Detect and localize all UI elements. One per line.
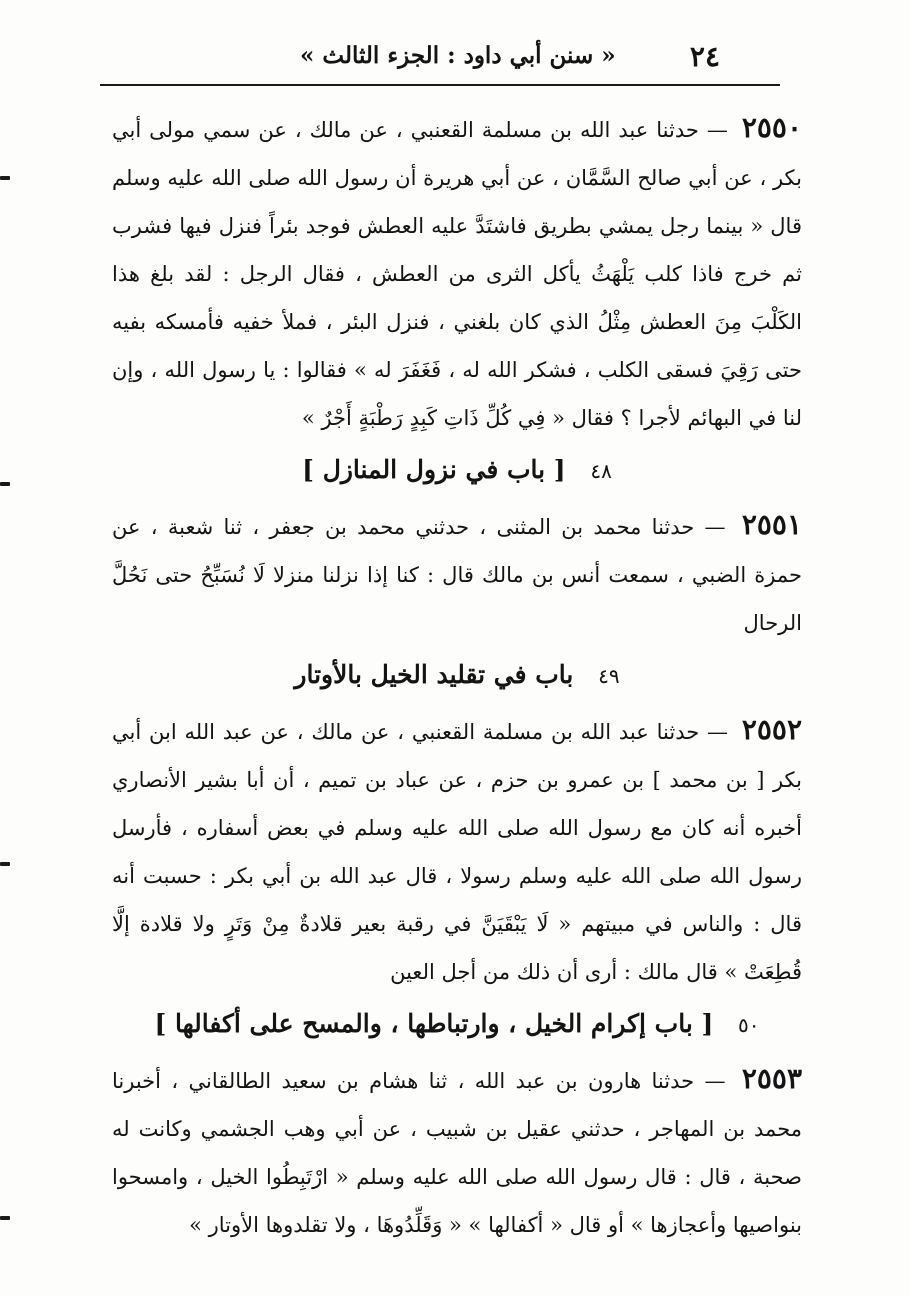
- running-title: « سنن أبي داود : الجزء الثالث »: [300, 42, 616, 69]
- header-rule: [100, 84, 780, 86]
- chapter-heading-49: [112, 649, 802, 702]
- hadith-number: ٢٥٥٠: [741, 111, 802, 144]
- margin-mark: [0, 862, 10, 866]
- page-number: ٢٤: [689, 40, 720, 73]
- chapter-title: [ باب في نزول المنازل ]: [302, 455, 566, 484]
- page-body: [112, 104, 802, 1249]
- hadith-text: — حدثنا عبد الله بن مسلمة القعنبي ، عن مالك ، عن سمي مولى أبي بكر ، عن أبي صالح السَّمَّان ، عن أبي هريرة أن رسول الله صلى الله عليه وسلم قال « بينما رجل يمشي بطريق فاشتَدَّ عليه العطش فوجد بئراً فنزل فيها فشرب ثم خرج فاذا كلب يَلْهَثُ يأكل الثرى من العطش ، فقال الرجل : لقد بلغ هذا الكَلْبَ مِنَ العطش مِثْلُ الذي كان بلغني ، فنزل البئر ، فملأ خفيه فأمسكه بفيه حتى رَقِيَ فسقى الكلب ، فشكر الله له ، فَغَفَرَ له » فقالوا : يا رسول الله ، وإن لنا في البهائم لأجرا ؟ فقال « فِي كُلِّ ذَاتِ كَبِدٍ رَطْبَةٍ أَجْرٌ »: [112, 118, 802, 430]
- chapter-number: ٤٨: [590, 459, 612, 483]
- hadith-text: — حدثنا عبد الله بن مسلمة القعنبي ، عن مالك ، عن عبد الله ابن أبي بكر [ بن محمد ] بن عمرو بن حزم ، عن عباد بن تميم ، أن أبا بشير الأنصاري أخبره أنه كان مع رسول الله صلى الله عليه وسلم في بعض أسفاره ، فأرسل رسول الله صلى الله عليه وسلم رسولا ، قال عبد الله بن أبي بكر : حسبت أنه قال : والناس في مبيتهم « لَا يَبْقَيَنَّ في رقبة بعير قلادةٌ مِنْ وَتَرٍ ولا قلادة إلَّا قُطِعَتْ » قال مالك : أرى أن ذلك من أجل العين: [112, 720, 802, 984]
- hadith-text: — حدثنا هارون بن عبد الله ، ثنا هشام بن سعيد الطالقاني ، أخبرنا محمد بن المهاجر ، حدثني عقيل بن شبيب ، عن أبي وهب الجشمي وكانت له صحبة ، قال : قال رسول الله صلى الله عليه وسلم « ارْتَبِطُوا الخيل ، وامسحوا بنواصيها وأعجازها » أو قال « أكفالها » « وَقَلِّدُوهَا ، ولا تقلدوها الأوتار »: [112, 1069, 802, 1237]
- chapter-title: باب في تقليد الخيل بالأوتار: [294, 660, 574, 689]
- hadith-2552: [112, 706, 802, 996]
- hadith-2551: [112, 501, 802, 647]
- margin-mark: [0, 482, 10, 486]
- page-header: [100, 30, 780, 80]
- chapter-number: ٤٩: [598, 664, 620, 688]
- hadith-number: ٢٥٥٣: [741, 1062, 802, 1095]
- margin-mark: [0, 1216, 10, 1220]
- chapter-number: ٥٠: [738, 1013, 760, 1037]
- hadith-number: ٢٥٥٢: [741, 713, 802, 746]
- hadith-2553: [112, 1055, 802, 1249]
- chapter-heading-50: [112, 998, 802, 1051]
- margin-mark: [0, 176, 10, 180]
- hadith-2550: [112, 104, 802, 442]
- hadith-number: ٢٥٥١: [741, 508, 802, 541]
- chapter-title: [ باب إكرام الخيل ، وارتباطها ، والمسح على أكفالها ]: [154, 1009, 714, 1038]
- chapter-heading-48: [112, 444, 802, 497]
- hadith-text: — حدثنا محمد بن المثنى ، حدثني محمد بن جعفر ، ثنا شعبة ، عن حمزة الضبي ، سمعت أنس بن مالك قال : كنا إذا نزلنا منزلا لَا نُسَبِّحُ حتى نَحُلَّ الرحال: [112, 515, 802, 635]
